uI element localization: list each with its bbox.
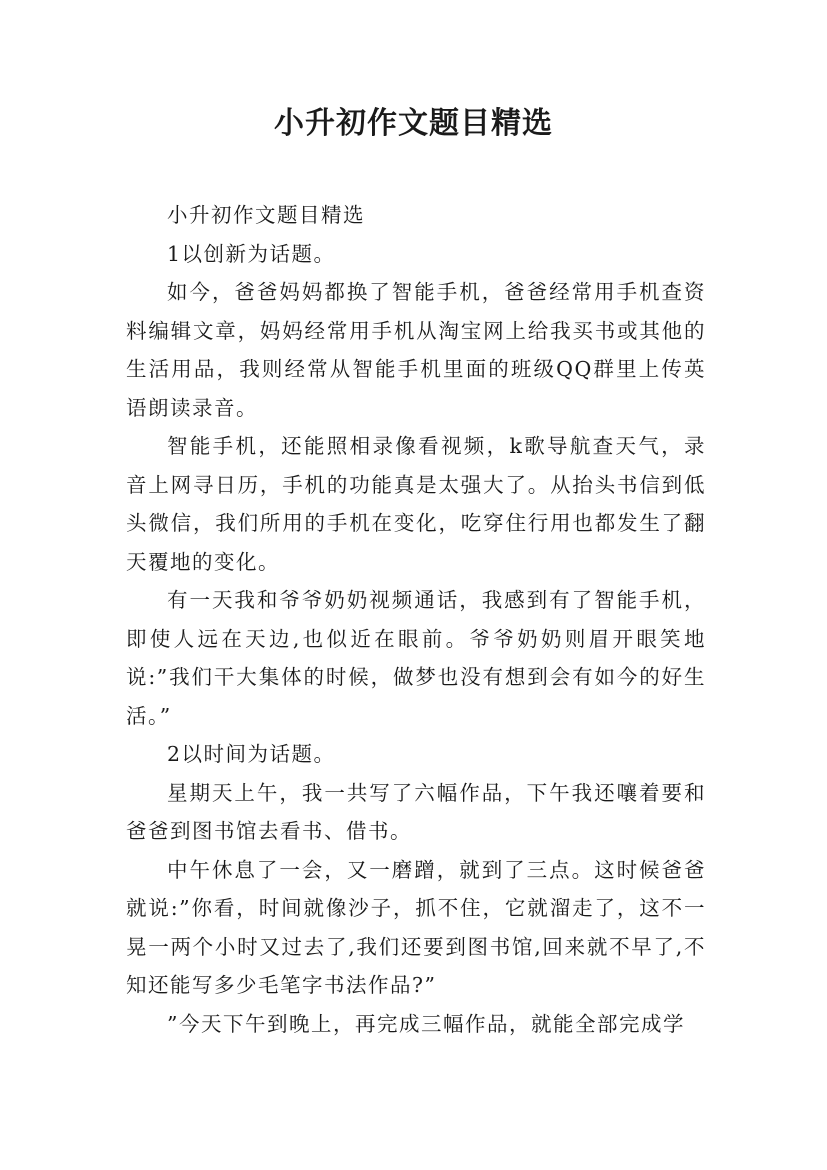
document-title: 小升初作文题目精选 <box>274 106 553 141</box>
paragraph: 星期天上午，我一共写了六幅作品，下午我还嚷着要和爸爸到图书馆去看书、借书。 <box>126 780 706 843</box>
paragraph: 中午休息了一会，又一磨蹭，就到了三点。这时候爸爸就说:”你看，时间就像沙子，抓不住，它就溜走了，这不一晃一两个小时又过去了,我们还要到图书馆,回来就不早了,不知还能写多少毛笔字书法作品?” <box>126 857 706 997</box>
paragraph-topic-1: 1以创新为话题。 <box>167 241 336 266</box>
paragraph-subtitle: 小升初作文题目精选 <box>167 203 365 227</box>
paragraph: 如今，爸爸妈妈都换了智能手机，爸爸经常用手机查资料编辑文章，妈妈经常用手机从淘宝网上给我买书或其他的生活用品，我则经常从智能手机里面的班级QQ群里上传英语朗读录音。 <box>126 280 706 420</box>
document-body <box>126 196 706 1043</box>
paragraph: ”今天下午到晚上，再完成三幅作品，就能全部完成学 <box>167 1011 685 1036</box>
paragraph: 有一天我和爷爷奶奶视频通话，我感到有了智能手机，即使人远在天边,也似近在眼前。爷爷奶奶则眉开眼笑地说:”我们干大集体的时候，做梦也没有想到会有如今的好生活。” <box>126 588 706 728</box>
paragraph: 智能手机，还能照相录像看视频，k歌导航查天气，录音上网寻日历，手机的功能真是太强大了。从抬头书信到低头微信，我们所用的手机在变化，吃穿住行用也都发生了翻天覆地的变化。 <box>126 434 706 574</box>
paragraph-topic-2: 2以时间为话题。 <box>167 742 336 766</box>
